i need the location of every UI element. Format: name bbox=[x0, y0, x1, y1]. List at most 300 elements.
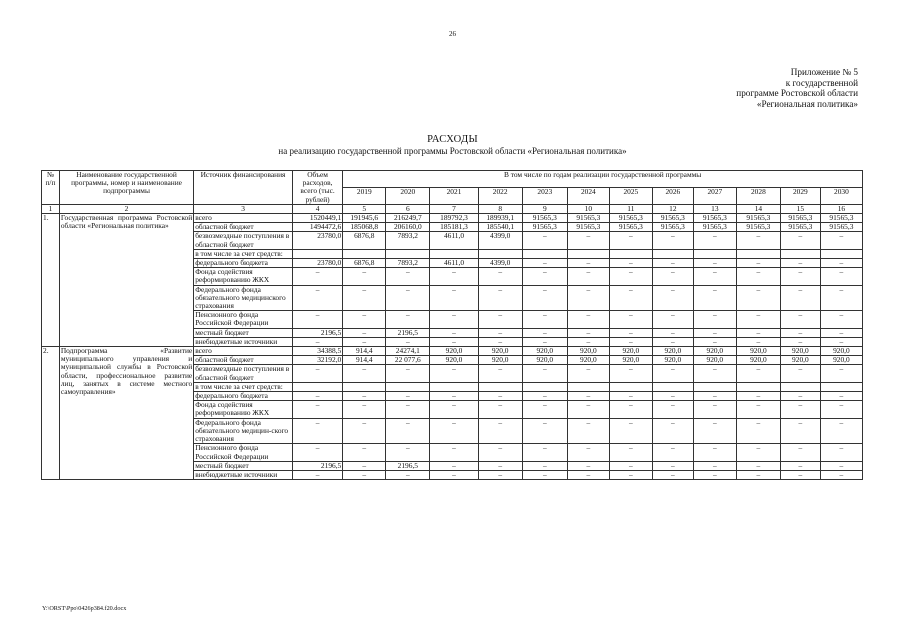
year-amount-2022: – bbox=[478, 268, 522, 285]
year-amount-2026 bbox=[652, 249, 693, 258]
total-amount: 1520449,1 bbox=[292, 214, 342, 223]
year-amount-2019: – bbox=[343, 285, 386, 311]
year-amount-2030: – bbox=[820, 365, 862, 382]
year-amount-2023: – bbox=[522, 337, 567, 346]
year-amount-2021: – bbox=[430, 418, 478, 444]
year-amount-2030: – bbox=[820, 401, 862, 418]
year-amount-2027: – bbox=[693, 392, 736, 401]
year-amount-2022: – bbox=[478, 285, 522, 311]
funding-source: безвозмездные поступления в областной бюджет bbox=[194, 232, 293, 249]
document-subtitle: на реализацию государственной программы Ростовской области «Региональная политика» bbox=[278, 146, 627, 156]
year-amount-2029: – bbox=[780, 328, 820, 337]
year-amount-2029: – bbox=[780, 285, 820, 311]
year-amount-2019: – bbox=[343, 461, 386, 470]
year-amount-2023 bbox=[522, 249, 567, 258]
total-amount bbox=[292, 382, 342, 391]
appendix-line-4: «Региональная политика» bbox=[756, 98, 858, 109]
year-amount-2028: – bbox=[736, 444, 780, 461]
header-year-2025: 2025 bbox=[609, 187, 652, 204]
year-amount-2027: 91565,3 bbox=[693, 214, 736, 223]
total-amount bbox=[292, 249, 342, 258]
year-amount-2027: 920,0 bbox=[693, 347, 736, 356]
year-amount-2025: – bbox=[609, 337, 652, 346]
year-amount-2024: – bbox=[567, 461, 609, 470]
year-amount-2023: – bbox=[522, 328, 567, 337]
year-amount-2024: – bbox=[567, 401, 609, 418]
year-amount-2019: – bbox=[343, 268, 386, 285]
year-amount-2023 bbox=[522, 382, 567, 391]
column-index-2: 2 bbox=[59, 204, 193, 213]
year-amount-2026: – bbox=[652, 470, 693, 479]
year-amount-2022: 4399,0 bbox=[478, 259, 522, 268]
year-amount-2021: – bbox=[430, 401, 478, 418]
year-amount-2026: – bbox=[652, 444, 693, 461]
total-amount: 23780,0 bbox=[292, 259, 342, 268]
year-amount-2027: – bbox=[693, 444, 736, 461]
header-year-2023: 2023 bbox=[522, 187, 567, 204]
year-amount-2026: 91565,3 bbox=[652, 214, 693, 223]
year-amount-2030: – bbox=[820, 259, 862, 268]
year-amount-2021: 189792,3 bbox=[430, 214, 478, 223]
year-amount-2022: 920,0 bbox=[478, 347, 522, 356]
header-year-2029: 2029 bbox=[780, 187, 820, 204]
year-amount-2025: – bbox=[609, 311, 652, 328]
year-amount-2020: – bbox=[386, 444, 430, 461]
year-amount-2022: – bbox=[478, 337, 522, 346]
year-amount-2019: – bbox=[343, 401, 386, 418]
year-amount-2022: – bbox=[478, 470, 522, 479]
appendix-line-2: к государственной bbox=[785, 77, 858, 88]
year-amount-2028: – bbox=[736, 285, 780, 311]
year-amount-2023: 920,0 bbox=[522, 356, 567, 365]
column-index-12: 12 bbox=[652, 204, 693, 213]
total-amount: 2196,5 bbox=[292, 328, 342, 337]
year-amount-2020: 22 077,6 bbox=[386, 356, 430, 365]
year-amount-2021: 920,0 bbox=[430, 347, 478, 356]
year-amount-2023: 91565,3 bbox=[522, 223, 567, 232]
year-amount-2019: – bbox=[343, 418, 386, 444]
header-year-2024: 2024 bbox=[567, 187, 609, 204]
year-amount-2024: – bbox=[567, 268, 609, 285]
year-amount-2029: – bbox=[780, 392, 820, 401]
year-amount-2022: – bbox=[478, 461, 522, 470]
year-amount-2027: – bbox=[693, 365, 736, 382]
page-number: 26 bbox=[449, 30, 456, 38]
year-amount-2020: – bbox=[386, 268, 430, 285]
year-amount-2020: 216249,7 bbox=[386, 214, 430, 223]
funding-source: всего bbox=[194, 347, 293, 356]
year-amount-2030: – bbox=[820, 418, 862, 444]
year-amount-2019: – bbox=[343, 444, 386, 461]
year-amount-2029: – bbox=[780, 444, 820, 461]
total-amount: – bbox=[292, 470, 342, 479]
column-index-5: 5 bbox=[343, 204, 386, 213]
year-amount-2024: – bbox=[567, 337, 609, 346]
total-amount: 23780,0 bbox=[292, 232, 342, 249]
year-amount-2028: – bbox=[736, 232, 780, 249]
year-amount-2024: 91565,3 bbox=[567, 223, 609, 232]
year-amount-2030: 91565,3 bbox=[820, 214, 862, 223]
year-amount-2026: – bbox=[652, 365, 693, 382]
year-amount-2020: 206160,0 bbox=[386, 223, 430, 232]
year-amount-2028: – bbox=[736, 365, 780, 382]
header-year-2019: 2019 bbox=[343, 187, 386, 204]
year-amount-2025: 91565,3 bbox=[609, 223, 652, 232]
year-amount-2029 bbox=[780, 249, 820, 258]
year-amount-2020: 24274,1 bbox=[386, 347, 430, 356]
total-amount: 1494472,6 bbox=[292, 223, 342, 232]
year-amount-2022: – bbox=[478, 328, 522, 337]
year-amount-2030 bbox=[820, 382, 862, 391]
column-index-4: 4 bbox=[292, 204, 342, 213]
year-amount-2026: 920,0 bbox=[652, 356, 693, 365]
total-amount: – bbox=[292, 401, 342, 418]
year-amount-2026: – bbox=[652, 418, 693, 444]
table-row bbox=[42, 214, 863, 223]
total-amount: – bbox=[292, 268, 342, 285]
year-amount-2019: – bbox=[343, 392, 386, 401]
year-amount-2020: – bbox=[386, 470, 430, 479]
funding-source: Федерального фонда обязательного медицин-ского страхования bbox=[194, 418, 293, 444]
year-amount-2026: – bbox=[652, 311, 693, 328]
year-amount-2028 bbox=[736, 249, 780, 258]
year-amount-2021: 185181,3 bbox=[430, 223, 478, 232]
year-amount-2027: – bbox=[693, 268, 736, 285]
year-amount-2025: – bbox=[609, 401, 652, 418]
year-amount-2021 bbox=[430, 249, 478, 258]
year-amount-2026: – bbox=[652, 337, 693, 346]
year-amount-2027: – bbox=[693, 470, 736, 479]
header-year-2026: 2026 bbox=[652, 187, 693, 204]
year-amount-2024: – bbox=[567, 232, 609, 249]
year-amount-2029: 91565,3 bbox=[780, 223, 820, 232]
year-amount-2023: – bbox=[522, 259, 567, 268]
year-amount-2025: – bbox=[609, 285, 652, 311]
column-index-9: 9 bbox=[522, 204, 567, 213]
year-amount-2025 bbox=[609, 249, 652, 258]
total-amount: – bbox=[292, 285, 342, 311]
year-amount-2020 bbox=[386, 249, 430, 258]
year-amount-2030: – bbox=[820, 232, 862, 249]
appendix-note bbox=[736, 67, 858, 109]
year-amount-2029: – bbox=[780, 259, 820, 268]
year-amount-2027: – bbox=[693, 232, 736, 249]
year-amount-2025: – bbox=[609, 365, 652, 382]
year-amount-2023: – bbox=[522, 444, 567, 461]
year-amount-2026: – bbox=[652, 461, 693, 470]
column-index-11: 11 bbox=[609, 204, 652, 213]
year-amount-2019: 185068,8 bbox=[343, 223, 386, 232]
funding-source: в том числе за счет средств: bbox=[194, 382, 293, 391]
total-amount: 2196,5 bbox=[292, 461, 342, 470]
year-amount-2030 bbox=[820, 249, 862, 258]
year-amount-2024: – bbox=[567, 285, 609, 311]
year-amount-2021: – bbox=[430, 470, 478, 479]
year-amount-2029: – bbox=[780, 461, 820, 470]
year-amount-2020: – bbox=[386, 337, 430, 346]
program-number: 1. bbox=[42, 214, 60, 347]
year-amount-2021: – bbox=[430, 328, 478, 337]
year-amount-2026: – bbox=[652, 401, 693, 418]
appendix-line-1: Приложение № 5 bbox=[790, 67, 858, 77]
year-amount-2024: – bbox=[567, 392, 609, 401]
funding-source: внебюджетные источники bbox=[194, 470, 293, 479]
year-amount-2028: – bbox=[736, 337, 780, 346]
year-amount-2027: – bbox=[693, 461, 736, 470]
program-number: 2. bbox=[42, 347, 60, 480]
year-amount-2027: – bbox=[693, 285, 736, 311]
year-amount-2027: 920,0 bbox=[693, 356, 736, 365]
year-amount-2022: – bbox=[478, 365, 522, 382]
year-amount-2023: – bbox=[522, 268, 567, 285]
year-amount-2028: – bbox=[736, 401, 780, 418]
header-year-2028: 2028 bbox=[736, 187, 780, 204]
year-amount-2029: – bbox=[780, 365, 820, 382]
year-amount-2025: – bbox=[609, 268, 652, 285]
year-amount-2019 bbox=[343, 382, 386, 391]
total-amount: – bbox=[292, 365, 342, 382]
year-amount-2027: – bbox=[693, 337, 736, 346]
year-amount-2026: 91565,3 bbox=[652, 223, 693, 232]
header-years-group: В том числе по годам реализации государственной программы bbox=[343, 171, 863, 188]
year-amount-2030: – bbox=[820, 328, 862, 337]
column-index-13: 13 bbox=[693, 204, 736, 213]
funding-source: Пенсионного фонда Российской Федерации bbox=[194, 444, 293, 461]
year-amount-2026: – bbox=[652, 285, 693, 311]
year-amount-2024 bbox=[567, 249, 609, 258]
year-amount-2023: – bbox=[522, 232, 567, 249]
year-amount-2019: – bbox=[343, 311, 386, 328]
year-amount-2029: – bbox=[780, 401, 820, 418]
total-amount: – bbox=[292, 444, 342, 461]
year-amount-2021: 4611,0 bbox=[430, 259, 478, 268]
year-amount-2030: 920,0 bbox=[820, 356, 862, 365]
year-amount-2028: 920,0 bbox=[736, 347, 780, 356]
header-year-2022: 2022 bbox=[478, 187, 522, 204]
year-amount-2019: 191945,6 bbox=[343, 214, 386, 223]
year-amount-2019: – bbox=[343, 365, 386, 382]
year-amount-2023: 91565,3 bbox=[522, 214, 567, 223]
year-amount-2025: – bbox=[609, 328, 652, 337]
year-amount-2028: – bbox=[736, 418, 780, 444]
total-amount: – bbox=[292, 311, 342, 328]
total-amount: 34388,5 bbox=[292, 347, 342, 356]
document-title: РАСХОДЫ bbox=[427, 134, 478, 145]
year-amount-2025: – bbox=[609, 392, 652, 401]
total-amount: – bbox=[292, 392, 342, 401]
year-amount-2019: – bbox=[343, 328, 386, 337]
year-amount-2019: 6876,8 bbox=[343, 259, 386, 268]
appendix-line-3: программе Ростовской области bbox=[736, 88, 858, 99]
year-amount-2024: – bbox=[567, 311, 609, 328]
year-amount-2030: – bbox=[820, 470, 862, 479]
year-amount-2028: – bbox=[736, 268, 780, 285]
year-amount-2028: – bbox=[736, 461, 780, 470]
column-index-16: 16 bbox=[820, 204, 862, 213]
year-amount-2020: – bbox=[386, 418, 430, 444]
funding-source: всего bbox=[194, 214, 293, 223]
year-amount-2028: 91565,3 bbox=[736, 223, 780, 232]
year-amount-2020: – bbox=[386, 392, 430, 401]
year-amount-2024 bbox=[567, 382, 609, 391]
year-amount-2025: 920,0 bbox=[609, 356, 652, 365]
year-amount-2019: 6876,8 bbox=[343, 232, 386, 249]
year-amount-2021: – bbox=[430, 461, 478, 470]
year-amount-2021: – bbox=[430, 285, 478, 311]
year-amount-2020: – bbox=[386, 285, 430, 311]
header-num: № п/п bbox=[42, 171, 60, 205]
year-amount-2028: – bbox=[736, 470, 780, 479]
year-amount-2024: – bbox=[567, 470, 609, 479]
year-amount-2027: – bbox=[693, 401, 736, 418]
year-amount-2026: 920,0 bbox=[652, 347, 693, 356]
funding-source: местный бюджет bbox=[194, 328, 293, 337]
year-amount-2026 bbox=[652, 382, 693, 391]
year-amount-2022: – bbox=[478, 418, 522, 444]
funding-source: Фонда содействия реформированию ЖКХ bbox=[194, 268, 293, 285]
year-amount-2028: – bbox=[736, 259, 780, 268]
header-source: Источник финансирования bbox=[194, 171, 293, 205]
column-index-8: 8 bbox=[478, 204, 522, 213]
year-amount-2025: – bbox=[609, 232, 652, 249]
year-amount-2029: – bbox=[780, 232, 820, 249]
year-amount-2025: 920,0 bbox=[609, 347, 652, 356]
year-amount-2027: 91565,3 bbox=[693, 223, 736, 232]
year-amount-2022: – bbox=[478, 392, 522, 401]
year-amount-2030: – bbox=[820, 285, 862, 311]
column-index-10: 10 bbox=[567, 204, 609, 213]
year-amount-2027: – bbox=[693, 311, 736, 328]
year-amount-2027: – bbox=[693, 418, 736, 444]
funding-source: Федерального фонда обязательного медицинского страхования bbox=[194, 285, 293, 311]
year-amount-2020: 2196,5 bbox=[386, 461, 430, 470]
year-amount-2023: – bbox=[522, 418, 567, 444]
year-amount-2029: – bbox=[780, 470, 820, 479]
funding-source: Пенсионного фонда Российской Федерации bbox=[194, 311, 293, 328]
year-amount-2028: – bbox=[736, 311, 780, 328]
year-amount-2026: – bbox=[652, 328, 693, 337]
year-amount-2024: – bbox=[567, 328, 609, 337]
year-amount-2026: – bbox=[652, 268, 693, 285]
year-amount-2028 bbox=[736, 382, 780, 391]
year-amount-2029: 920,0 bbox=[780, 356, 820, 365]
year-amount-2026: – bbox=[652, 232, 693, 249]
year-amount-2019: – bbox=[343, 337, 386, 346]
funding-source: федерального бюджета bbox=[194, 392, 293, 401]
year-amount-2028: – bbox=[736, 328, 780, 337]
header-volume: Объем расходов, всего (тыс. рублей) bbox=[292, 171, 342, 205]
year-amount-2025: – bbox=[609, 461, 652, 470]
year-amount-2021: – bbox=[430, 337, 478, 346]
year-amount-2020: – bbox=[386, 311, 430, 328]
year-amount-2022: – bbox=[478, 311, 522, 328]
year-amount-2021: – bbox=[430, 268, 478, 285]
year-amount-2027 bbox=[693, 249, 736, 258]
year-amount-2022: 4399,0 bbox=[478, 232, 522, 249]
funding-source: в том числе за счет средств: bbox=[194, 249, 293, 258]
year-amount-2019: 914,4 bbox=[343, 356, 386, 365]
year-amount-2028: – bbox=[736, 392, 780, 401]
year-amount-2025: 91565,3 bbox=[609, 214, 652, 223]
year-amount-2021: – bbox=[430, 365, 478, 382]
year-amount-2022: 920,0 bbox=[478, 356, 522, 365]
year-amount-2030: – bbox=[820, 444, 862, 461]
year-amount-2030: 920,0 bbox=[820, 347, 862, 356]
funding-source: безвозмездные поступления в областной бюджет bbox=[194, 365, 293, 382]
year-amount-2027 bbox=[693, 382, 736, 391]
funding-source: местный бюджет bbox=[194, 461, 293, 470]
year-amount-2026: – bbox=[652, 392, 693, 401]
header-year-2027: 2027 bbox=[693, 187, 736, 204]
expenditure-table bbox=[41, 170, 863, 480]
year-amount-2027: – bbox=[693, 328, 736, 337]
year-amount-2023: – bbox=[522, 392, 567, 401]
year-amount-2021: – bbox=[430, 444, 478, 461]
column-index-1: 1 bbox=[42, 204, 60, 213]
year-amount-2022: 189939,1 bbox=[478, 214, 522, 223]
year-amount-2021: – bbox=[430, 392, 478, 401]
year-amount-2022: – bbox=[478, 444, 522, 461]
year-amount-2019 bbox=[343, 249, 386, 258]
year-amount-2029: – bbox=[780, 311, 820, 328]
year-amount-2024: 920,0 bbox=[567, 347, 609, 356]
column-index-6: 6 bbox=[386, 204, 430, 213]
year-amount-2020: 7893,2 bbox=[386, 232, 430, 249]
header-year-2021: 2021 bbox=[430, 187, 478, 204]
year-amount-2029: 91565,3 bbox=[780, 214, 820, 223]
year-amount-2019: 914,4 bbox=[343, 347, 386, 356]
year-amount-2022: 185540,1 bbox=[478, 223, 522, 232]
year-amount-2025: – bbox=[609, 259, 652, 268]
year-amount-2023: – bbox=[522, 470, 567, 479]
year-amount-2024: – bbox=[567, 259, 609, 268]
year-amount-2023: – bbox=[522, 311, 567, 328]
year-amount-2022: – bbox=[478, 401, 522, 418]
year-amount-2023: – bbox=[522, 461, 567, 470]
year-amount-2024: – bbox=[567, 418, 609, 444]
total-amount: 32192,0 bbox=[292, 356, 342, 365]
year-amount-2030: – bbox=[820, 392, 862, 401]
year-amount-2024: – bbox=[567, 444, 609, 461]
year-amount-2023: – bbox=[522, 285, 567, 311]
column-index-14: 14 bbox=[736, 204, 780, 213]
column-index-3: 3 bbox=[194, 204, 293, 213]
year-amount-2023: – bbox=[522, 365, 567, 382]
year-amount-2028: 91565,3 bbox=[736, 214, 780, 223]
program-name: Подпрограмма «Развитие муниципального управления и муниципальной службы в Ростовской области, профессиональное развитие лиц, занятых в системе местного самоуправления» bbox=[59, 347, 193, 480]
year-amount-2024: 91565,3 bbox=[567, 214, 609, 223]
year-amount-2027: – bbox=[693, 259, 736, 268]
year-amount-2029: – bbox=[780, 418, 820, 444]
year-amount-2028: 920,0 bbox=[736, 356, 780, 365]
year-amount-2025: – bbox=[609, 418, 652, 444]
column-index-15: 15 bbox=[780, 204, 820, 213]
year-amount-2020: 7893,2 bbox=[386, 259, 430, 268]
footer-file-path: Y:\ORST\Ppo\0426p384.f20.docx bbox=[42, 605, 127, 612]
year-amount-2026: – bbox=[652, 259, 693, 268]
year-amount-2024: 920,0 bbox=[567, 356, 609, 365]
year-amount-2019: – bbox=[343, 470, 386, 479]
funding-source: внебюджетные источники bbox=[194, 337, 293, 346]
year-amount-2020 bbox=[386, 382, 430, 391]
table-row bbox=[42, 347, 863, 356]
year-amount-2021: 920,0 bbox=[430, 356, 478, 365]
year-amount-2021 bbox=[430, 382, 478, 391]
year-amount-2022 bbox=[478, 249, 522, 258]
year-amount-2022 bbox=[478, 382, 522, 391]
header-year-2030: 2030 bbox=[820, 187, 862, 204]
year-amount-2030: – bbox=[820, 337, 862, 346]
